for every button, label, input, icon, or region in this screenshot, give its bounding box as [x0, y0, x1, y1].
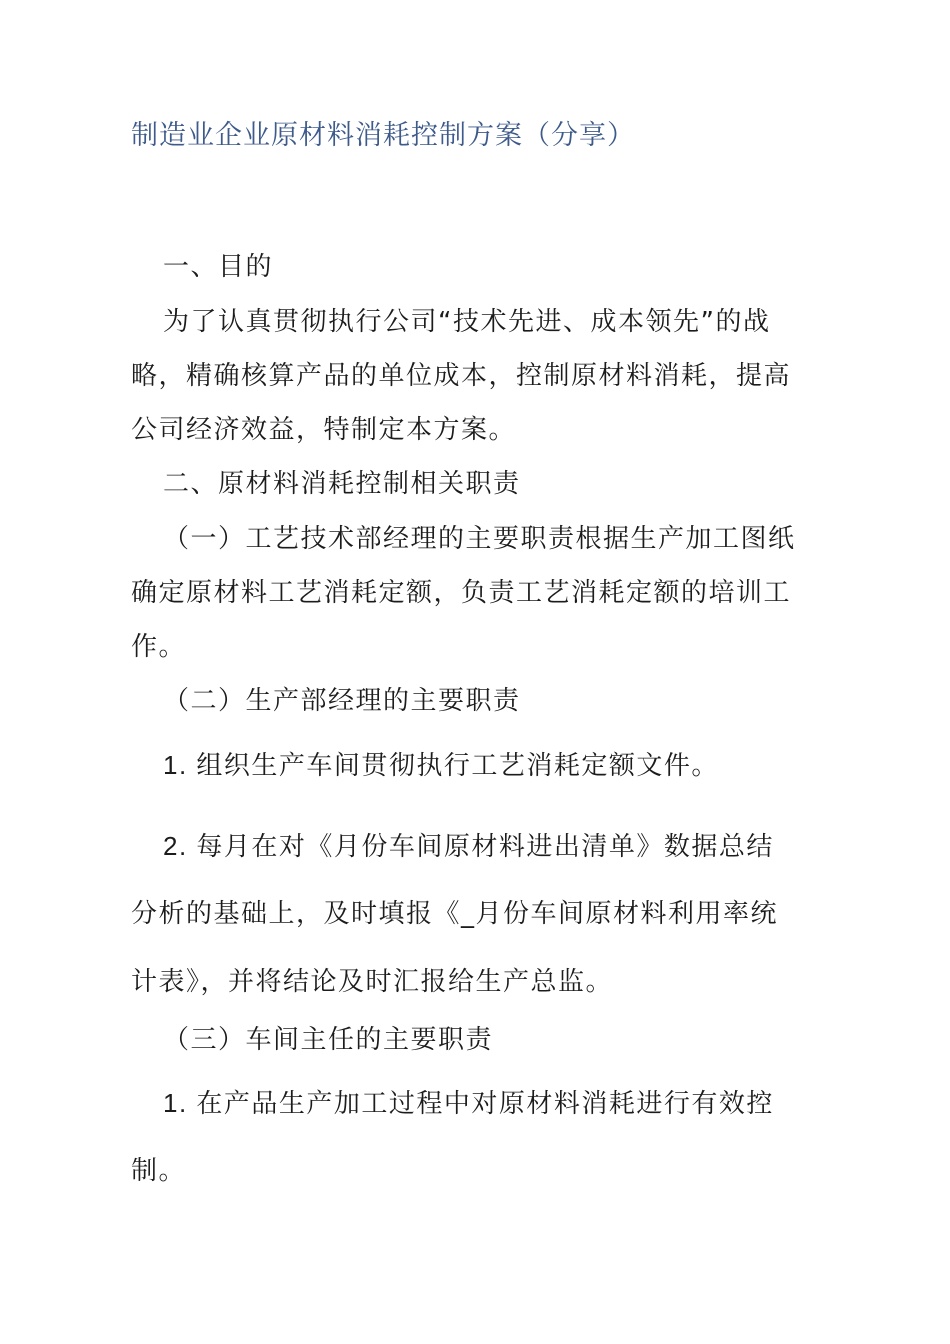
paragraph-line: 制。 [131, 1156, 187, 1186]
list-item: 2. 每月在对《月份车间原材料进出清单》数据总结 [163, 831, 774, 861]
document-title: 制造业企业原材料消耗控制方案（分享） [131, 120, 635, 151]
list-item: 1. 在产品生产加工过程中对原材料消耗进行有效控 [163, 1088, 774, 1118]
paragraph-line: 计表》，并将结论及时汇报给生产总监。 [131, 967, 614, 997]
paragraph-line: 分析的基础上，及时填报《_月份车间原材料利用率统 [131, 899, 779, 929]
subsection-heading: （二）生产部经理的主要职责 [163, 686, 521, 716]
paragraph-line: 为了认真贯彻执行公司“技术先进、成本领先”的战 [163, 307, 771, 337]
paragraph-line: 确定原材料工艺消耗定额，负责工艺消耗定额的培训工 [131, 578, 792, 608]
paragraph-line: （一）工艺技术部经理的主要职责根据生产加工图纸 [163, 524, 796, 554]
paragraph-line: 作。 [131, 632, 187, 662]
paragraph-line: 公司经济效益，特制定本方案。 [131, 415, 517, 445]
section-heading-purpose: 一、目的 [163, 252, 274, 282]
subsection-heading: （三）车间主任的主要职责 [163, 1025, 494, 1055]
paragraph-line: 略，精确核算产品的单位成本，控制原材料消耗，提高 [131, 361, 792, 391]
list-item: 1. 组织生产车间贯彻执行工艺消耗定额文件。 [163, 750, 719, 780]
section-heading-responsibilities: 二、原材料消耗控制相关职责 [163, 469, 521, 499]
